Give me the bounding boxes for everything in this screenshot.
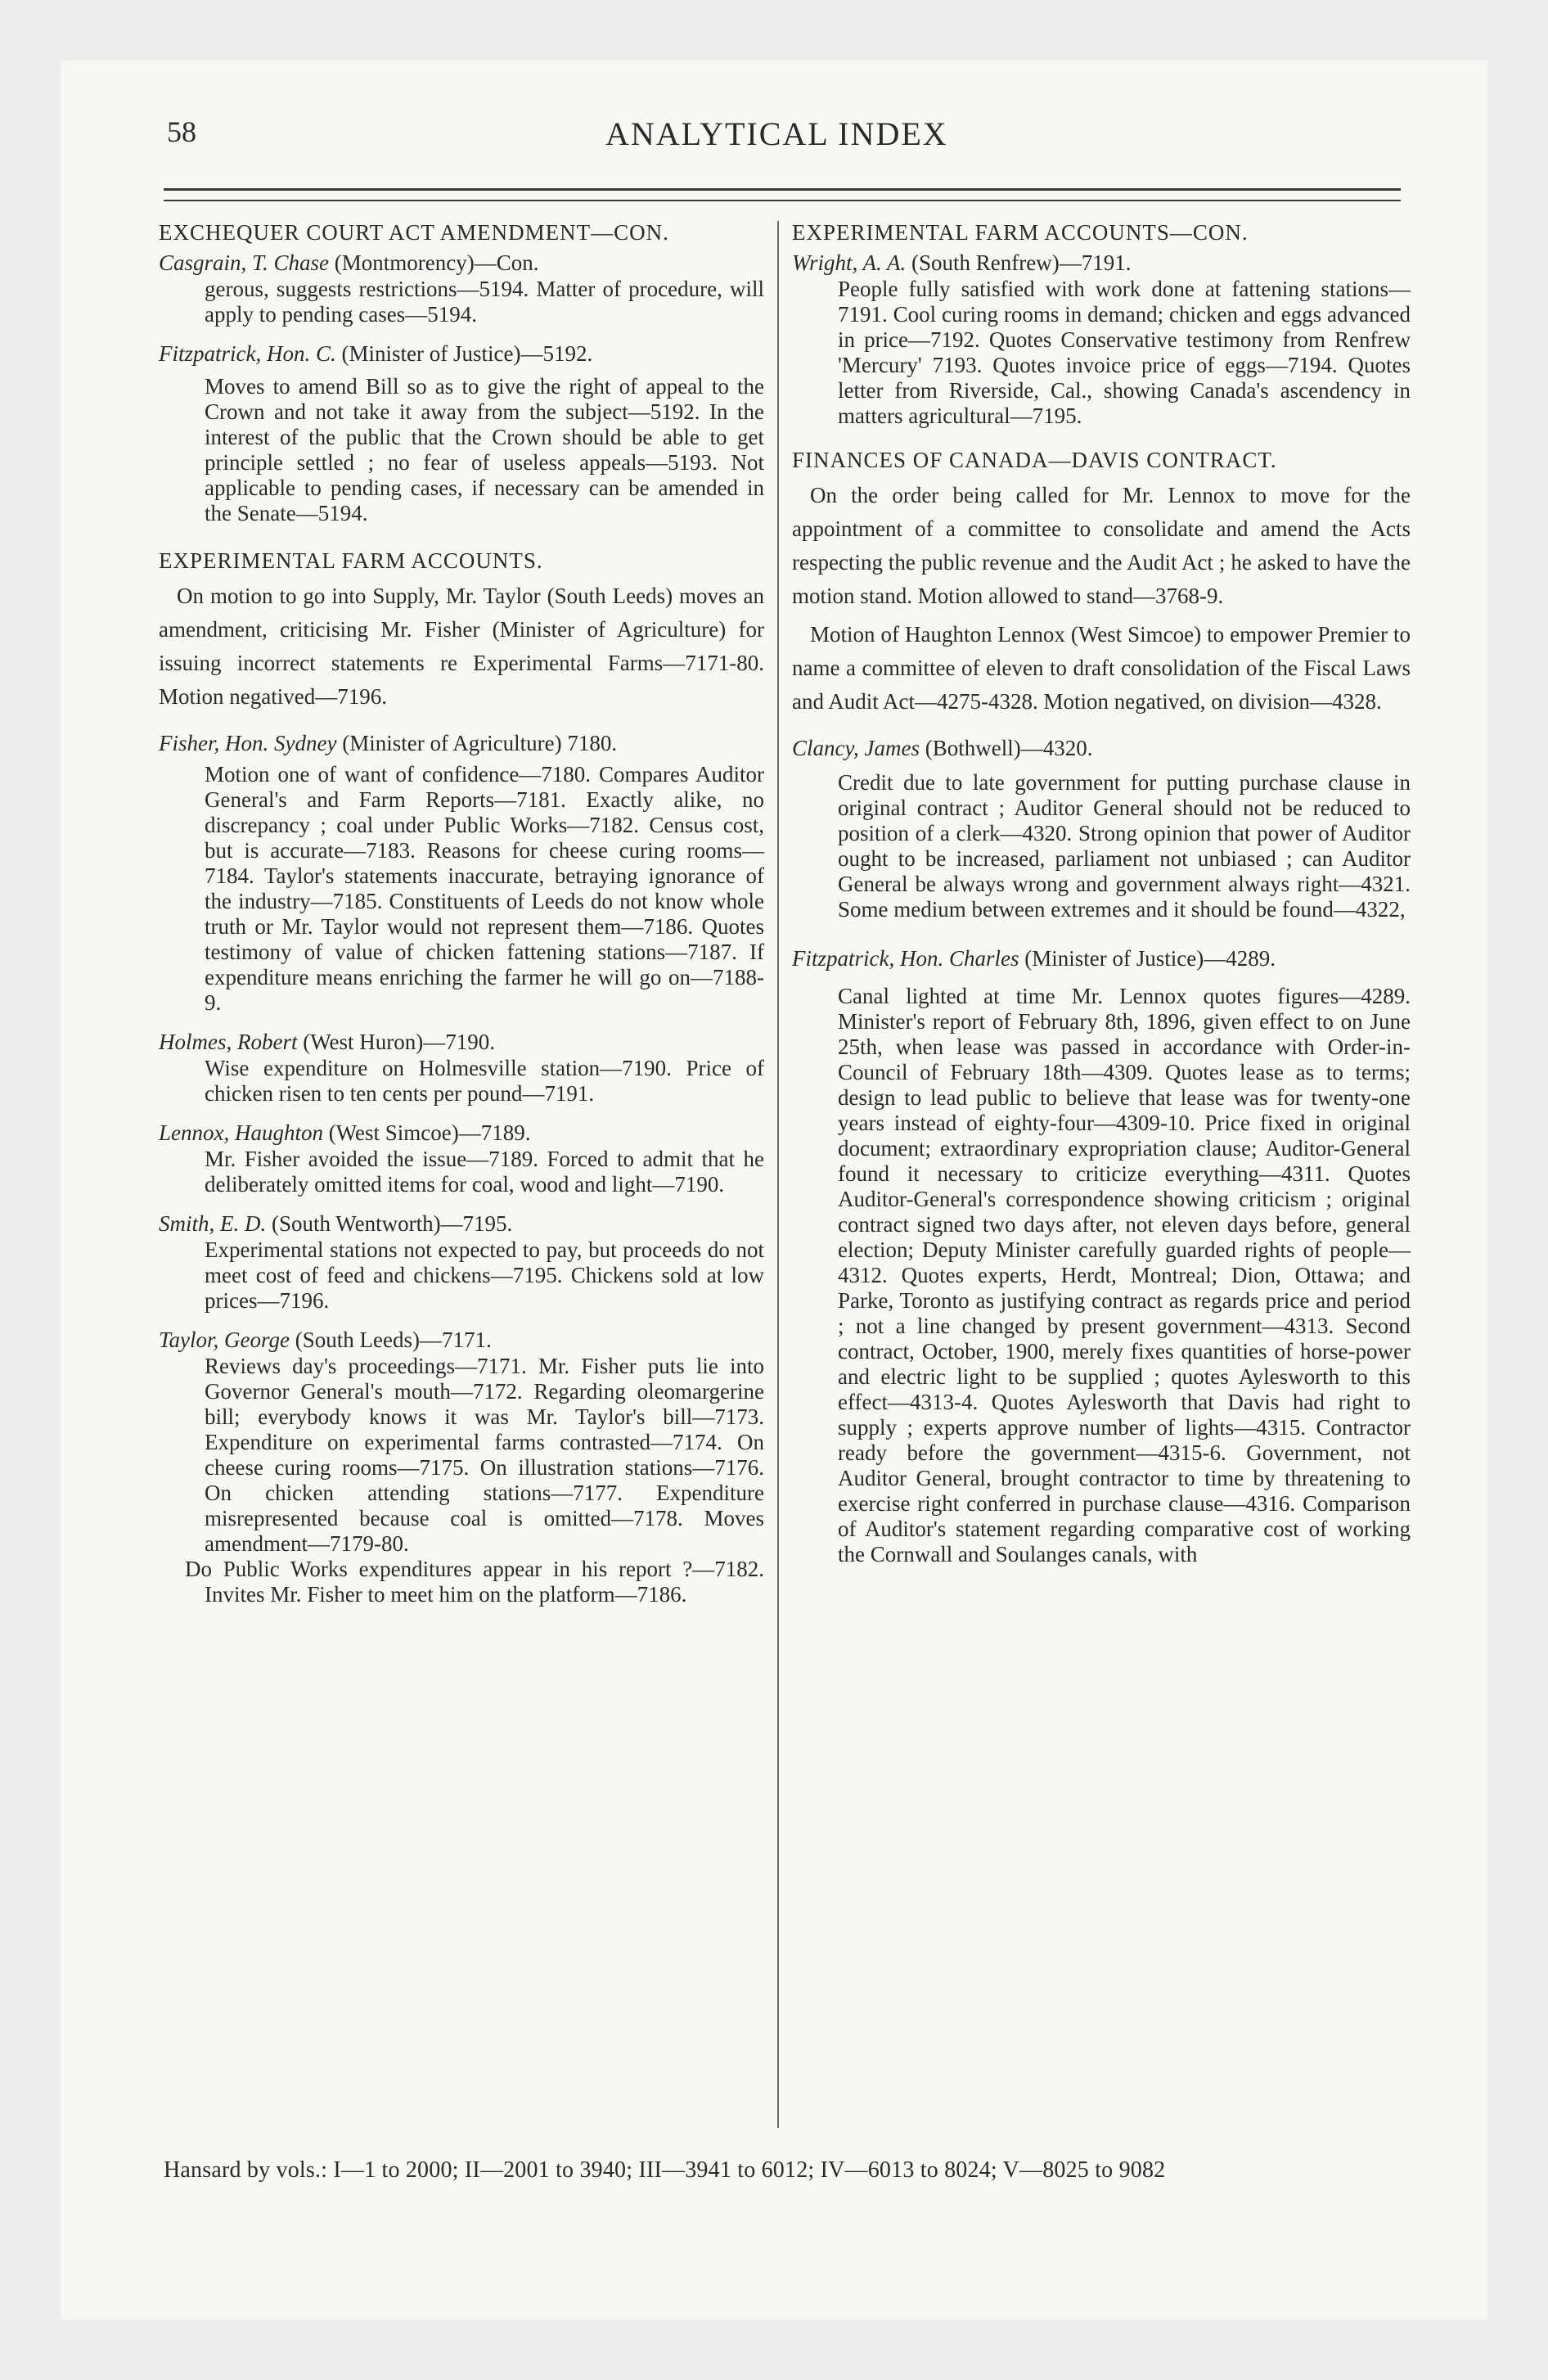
index-entry-name: Fitzpatrick, Hon. C. (Minister of Justice)—5192. xyxy=(159,341,593,366)
section-heading: FINANCES OF CANADA—DAVIS CONTRACT. xyxy=(792,448,1277,472)
index-entry-text: Mr. Fisher avoided the issue—7189. Forced to admit that he deliberately omitted items for coal, wood and light—7190. xyxy=(205,1147,764,1197)
section-paragraph: On motion to go into Supply, Mr. Taylor (South Leeds) moves an amendment, criticising Mr. Fisher (Minister of Agriculture) for issuing incorrect statements re Experimental Farms—7171-80. Motion negatived—7196. xyxy=(159,584,764,709)
index-entry-text: gerous, suggests restrictions—5194. Matter of procedure, will apply to pending cases—5194. xyxy=(205,277,764,327)
index-entry-name: Lennox, Haughton (West Simcoe)—7189. xyxy=(159,1120,531,1145)
index-entry-name: Casgrain, T. Chase (Montmorency)—Con. xyxy=(159,250,539,275)
index-entry-text: Wise expenditure on Holmesville station—7190. Price of chicken risen to ten cents per pound—7191. xyxy=(205,1056,764,1106)
index-entry-text: Canal lighted at time Mr. Lennox quotes figures—4289. Minister's report of February 8th, 1896, given effect to on June 25th, when lease was passed in accordance with Order-in-Council of February 18th—4309. Quotes lease as to terms; design to lead public to believe that lease was for twenty-one years instead of eighty-four—4309-10. Price fixed in original document; extraordinary expropriation clause; Auditor-General found it necessary to criticize everything—4311. Quotes Auditor-General's correspondence showing criticism ; original contract signed two days after, not eleven days before, general election; Deputy Minister carefully guarded rights of people—4312. Quotes experts, Herdt, Montreal; Dion, Ottawa; and Parke, Toronto as justifying contract as regards price and period ; not a line changed by present government—4313. Second contract, October, 1900, merely fixes quantities of horse-power and electric light to be supplied ; quotes Aylesworth to this effect—4313-4. Quotes Aylesworth that Davis had right to supply ; experts approve number of lights—4315. Contractor ready before the government—4315-6. Government, not Auditor General, brought contractor to time by threatening to exercise right conferred in purchase clause—4316. Comparison of Auditor's statement regarding comparative cost of working the Cornwall and Soulanges canals, with xyxy=(838,984,1411,1566)
index-entry-name: Wright, A. A. (South Renfrew)—7191. xyxy=(792,250,1132,275)
header-rule-bottom xyxy=(164,200,1401,201)
index-entry-text: Reviews day's proceedings—7171. Mr. Fisher puts lie into Governor General's mouth—7172. Regarding oleomargerine bill; everybody knows it was Mr. Taylor's bill—7173. Expenditure on experimental farms contrasted—7174. On cheese curing rooms—7175. On illustration stations—7176. On chicken attending stations—7177. Expenditure misrepresented because coal is omitted—7178. Moves amendment—7179-80. xyxy=(205,1354,764,1556)
index-entry-name: Fisher, Hon. Sydney (Minister of Agriculture) 7180. xyxy=(159,731,618,755)
index-entry-name: Clancy, James (Bothwell)—4320. xyxy=(792,736,1093,760)
index-entry-text: Motion one of want of confidence—7180. Compares Auditor General's and Farm Reports—7181. Exactly alike, no discrepancy ; coal under Public Works—7182. Census cost, but is accurate—7183. Reasons for cheese curing rooms—7184. Taylor's statements inaccurate, betraying ignorance of the industry—7185. Constituents of Leeds do not know whole truth or Mr. Taylor would not represent them—7186. Quotes testimony of value of chicken fattening stations—7187. If expenditure means enriching the farmer he will go on—7188-9. xyxy=(205,762,764,1015)
index-entry-name: Taylor, George (South Leeds)—7171. xyxy=(159,1327,492,1352)
header-rule-top xyxy=(164,188,1401,191)
right-column xyxy=(792,219,1411,1567)
index-entry-name: Smith, E. D. (South Wentworth)—7195. xyxy=(159,1211,513,1236)
section-heading: EXCHEQUER COURT ACT AMENDMENT—CON. xyxy=(159,220,669,245)
section-heading: EXPERIMENTAL FARM ACCOUNTS—CON. xyxy=(792,220,1249,245)
index-entry-text: People fully satisfied with work done at fattening stations—7191. Cool curing rooms in demand; chicken and eggs advanced in price—7192. Quotes Conservative testimony from Renfrew 'Mercury' 7193. Quotes invoice price of eggs—7194. Quotes letter from Riverside, Cal., showing Canada's ascendency in matters agricultural—7195. xyxy=(838,277,1411,428)
index-entry-text: Experimental stations not expected to pay, but proceeds do not meet cost of feed and chickens—7195. Chickens sold at low prices—7196. xyxy=(205,1237,764,1313)
page-title: ANALYTICAL INDEX xyxy=(605,115,948,152)
index-entry-text: Credit due to late government for putting purchase clause in original contract ; Auditor General should not be reduced to position of a clerk—4320. Strong opinion that power of Auditor ought to be increased, parliament not unbiased ; can Auditor General be always wrong and government always right—4321. Some medium between extremes and it should be found—4322, xyxy=(838,770,1411,922)
index-entry-text: Do Public Works expenditures appear in his report ?—7182. Invites Mr. Fisher to meet him on the platform—7186. xyxy=(185,1557,764,1607)
index-entry-name: Holmes, Robert (West Huron)—7190. xyxy=(159,1030,496,1054)
section-paragraph: Motion of Haughton Lennox (West Simcoe) to empower Premier to name a committee of eleven to draft consolidation of the Fiscal Laws and Audit Act—4275-4328. Motion negatived, on division—4328. xyxy=(792,622,1411,714)
section-paragraph: On the order being called for Mr. Lennox to move for the appointment of a committee to consolidate and amend the Acts respecting the public revenue and the Audit Act ; he asked to have the motion stand. Motion allowed to stand—3768-9. xyxy=(792,483,1411,608)
page-number: 58 xyxy=(167,115,196,148)
section-heading: EXPERIMENTAL FARM ACCOUNTS. xyxy=(159,548,543,573)
left-column xyxy=(159,219,764,1607)
index-entry-name: Fitzpatrick, Hon. Charles (Minister of Justice)—4289. xyxy=(792,946,1276,971)
footer-hansard-volumes: Hansard by vols.: I—1 to 2000; II—2001 to 3940; III—3941 to 6012; IV—6013 to 8024; V—8025 to 9082 xyxy=(164,2157,1166,2183)
index-entry-text: Moves to amend Bill so as to give the right of appeal to the Crown and not take it away from the subject—5192. In the interest of the public that the Crown should be able to get principle settled ; no fear of useless appeals—5193. Not applicable to pending cases, if necessary can be amended in the Senate—5194. xyxy=(205,374,764,525)
column-divider xyxy=(777,221,779,2128)
